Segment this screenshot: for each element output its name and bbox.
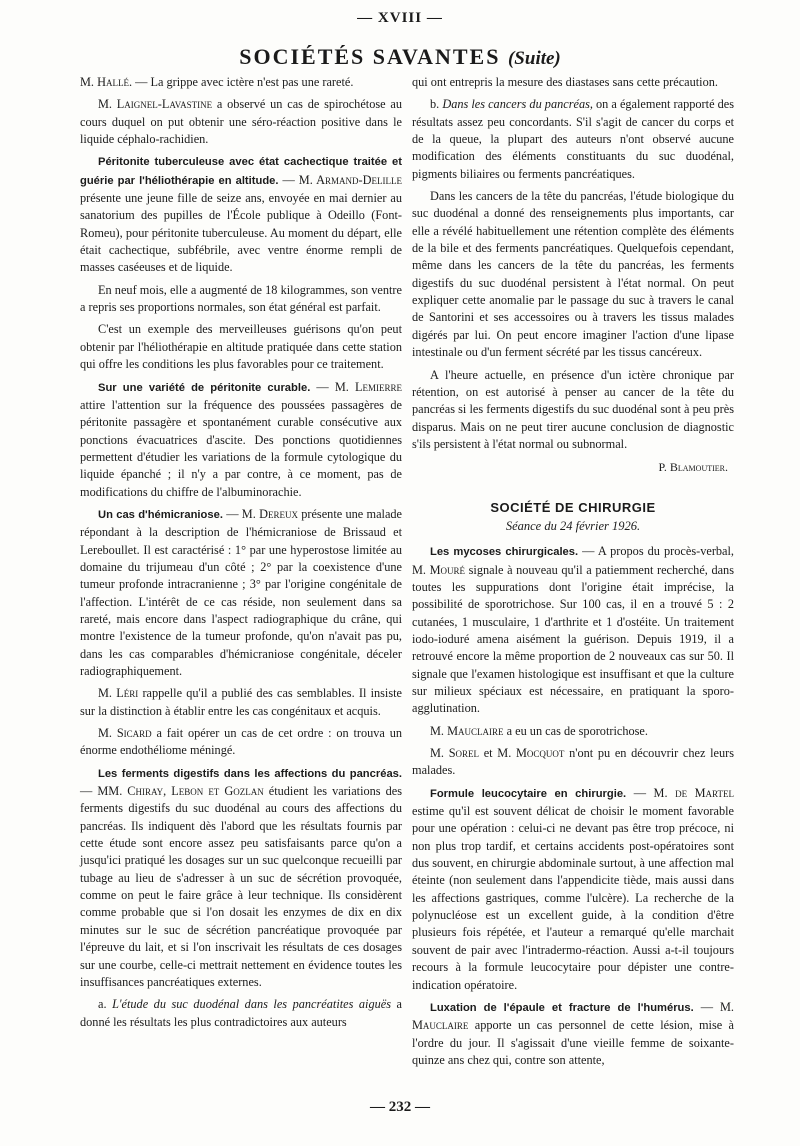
author-name: — M. de Martel	[626, 785, 734, 800]
section-number: — XVIII —	[357, 10, 443, 26]
paragraph-text: —	[693, 999, 720, 1014]
paragraph-ferments-digestifs	[80, 765, 402, 991]
paragraph-tete-pancreas: Dans les cancers de la tête du pancréas, l'étude biologique du suc duodénal a donné des renseignements plus importants, car elle a révélé habituellement une rétention complète des éléments de la bile et des ferments pancréatiques. Quelquefois cependant, même dans les cancers de la tête du pancréas, les ferments digestifs du suc duodénal persistent à l'état normal. On peut expliquer cette anomalie par le passage du suc à travers le canal de Santorini et ses accessoires ou à travers les tissus malades digérés par lui. On peut encore imaginer l'action d'une lipase intestinale ou d'un ferment sécrété par les tissus cancéreux.	[412, 189, 734, 360]
page-title-suite: (Suite)	[507, 48, 561, 69]
session-date: Séance du 24 février 1926.	[505, 518, 641, 533]
paragraph-text: signale à nouveau qu'il a patiemment recherché, dans toutes les suppurations dont l'origine était imprécise, la possibilité de sporotrichose. Sur 100 cas, il en a trouvé 5 : 2 cutanées, 1 musculaire, 1 d'arthrite et 1 d'ostéite. Un traitement iodo-ioduré amena aisément la guérison. Depuis 1919, il a retrouvé encore la même proportion de 2 nouveaux cas sur 50. Il signale que l'examen histologique est insuffisant et que la culture sur milieux spéciaux est nécessaire, en pratiquant la sporo-agglutination.	[412, 562, 734, 716]
communication-title: Luxation de l'épaule et fracture de l'humérus.	[430, 1001, 694, 1014]
author-name: — M. Lemierre	[310, 379, 402, 394]
list-label: b.	[430, 97, 443, 112]
paragraph-text: a observé un cas de spirochétose au cours duquel on put obtenir une séro-réaction positive dans le liquide céphalo-rachidien.	[80, 97, 402, 147]
paragraph-text: et	[479, 746, 498, 761]
author-name: M. Sicard	[98, 726, 152, 741]
paragraph-laignel	[80, 96, 402, 148]
paragraph-halle	[80, 74, 402, 91]
paragraph-heure-actuelle: A l'heure actuelle, en présence d'un ictère chronique par rétention, on est autorisé à penser au cancer de la tête du pancréas si les ferments digestifs du suc duodénal sont à peu près disparus. Mais on ne peut tirer aucune conclusion de diagnostic s'ils persistent à l'état normal ou subnormal.	[412, 367, 734, 451]
list-label: a.	[98, 997, 113, 1012]
paragraph-sorel-mocquot	[412, 745, 734, 780]
paragraph-peritonite-curable	[80, 379, 402, 501]
author-name: M. Mauclaire	[430, 723, 504, 738]
author-name: M. Mouré	[412, 562, 466, 577]
paragraph-pancreatites-aigues	[80, 996, 402, 1031]
paragraph-neuf-mois: En neuf mois, elle a augmenté de 18 kilogrammes, son ventre a repris ses proportions normales, son état général est parfait.	[80, 282, 402, 315]
author-name: — MM. Chiray, Lebon et Gozlan	[80, 784, 264, 799]
paragraph-text: apporte un cas personnel de cette lésion, mise à l'ordre du jour. Il s'agissait d'une vieille femme de soixante-quinze ans chez qui, contre son attente,	[412, 1018, 734, 1067]
paragraph-text: étudient les variations des ferments digestifs du suc duodénal au cours des affections du pancréas. Ils indiquent dès l'abord que les résultats fournis par cette étude sont encore assez peu satisfaisants parce qu'on a jusqu'ici pratiqué les dosages sur un suc quelconque recueilli par tubage au lieu de s'adresser à un suc de sécrétion provoquée, comme on peut le faire grâce à leur technique. Ils considèrent comme probable que si l'on dosait les enzymes de dix en dix minutes sur le suc de sécrétion pancréatique provoquée par l'épreuve du lait, et si l'on inscrivait les résultats de ces dosages sur une courbe, celle-ci mettrait nettement en évidence toutes les insuffisances pancréatiques externes.	[80, 784, 402, 989]
paragraph-text: n'ont pu en découvrir chez leurs malades.	[412, 746, 735, 778]
paragraph-exemple: C'est un exemple des merveilleuses guérisons qu'on peut obtenir par l'héliothérapie en altitude pratiquée dans cette station qui offre les conditions les plus favorables pour ce traitement.	[80, 322, 402, 372]
paragraph-text: — A propos du procès-verbal,	[578, 544, 735, 559]
page-title	[0, 44, 800, 70]
page-title-text: SOCIÉTÉS SAVANTES	[239, 44, 501, 69]
communication-title: Sur une variété de péritonite curable.	[98, 381, 311, 394]
author-name: M. Mauclaire	[412, 999, 734, 1033]
italic-text: L'étude du suc duodénal dans les pancréatites aiguës	[112, 997, 392, 1012]
paragraph-text: on a également rapporté des résultats assez peu concordants. S'il s'agit de cancer du corps et de la queue, la plupart des auteurs n'ont observé aucune modification des éléments constituants du suc duodénal, pigments biliaires ou ferments pancréatiques.	[412, 97, 734, 181]
author-name: M. Hallé.	[80, 75, 133, 89]
paragraph-leri	[80, 685, 402, 720]
author-name: — M. Armand-Delille	[278, 172, 402, 187]
paragraph-cancers-pancreas	[412, 96, 734, 183]
communication-title: Péritonite tuberculeuse avec état cachectique traitée et guérie par l'héliothérapie en altitude.	[80, 156, 402, 187]
paragraph-text: présente une jeune fille de seize ans, envoyée en mai dernier au sanatorium des pupilles de l'École publique à Odeillo (Font-Romeu), pour péritonite tuberculeuse. Au moment du départ, elle était cachectique, subfébrile, avec ventre énorme rempli de masses caséeuses et de liquide.	[80, 191, 402, 275]
paragraph-text: — La grippe avec ictère n'est pas une rareté.	[132, 75, 354, 89]
italic-text: Dans les cancers du pancréas,	[442, 97, 593, 112]
author-name: M. Mocquot	[497, 746, 565, 761]
paragraph-sicard	[80, 725, 402, 760]
communication-title: Les ferments digestifs dans les affections du pancréas.	[98, 767, 402, 780]
right-column	[412, 74, 734, 1074]
author-name: M. Laignel-Lavastine	[98, 97, 213, 112]
paragraph-mauclaire	[412, 723, 734, 740]
paragraph-peritonite-tuberculeuse	[80, 153, 402, 276]
author-name: — M. Dereux	[222, 506, 298, 521]
paragraph-text: estime qu'il est souvent délicat de choisir le moment favorable pour une opération : celui-ci ne devant pas être trop précoce, ni non plus trop tardif, et certains accidents post-opératoires sont dus souvent, en chirurgie abdominale surtout, à une affection mal éteinte (non seulement dans l'appendicite tiède, mais aussi dans les affections gastriques, comme l'ulcère). La recherche de la polynucléose est un excellent guide, à la condition d'être plusieurs fois répétée, et l'auteur a remarqué qu'elle marchait souvent de pair avec l'intradermo-réaction. Aussi a-t-il toujours recours à la formule leucocytaire pour dépister une contre-indication opératoire.	[412, 804, 734, 992]
author-name: M. Sorel	[430, 746, 480, 761]
paragraph-continuation: qui ont entrepris la mesure des diastases sans cette précaution.	[412, 75, 718, 89]
paragraph-formule-leucocytaire	[412, 785, 734, 994]
author-name: M. Léri	[98, 686, 139, 701]
paragraph-text: rappelle qu'il a publié des cas semblables. Il insiste sur la distinction à établir entre les cas congénitaux et acquis.	[80, 686, 402, 718]
paragraph-text: présente une malade répondant à la description de l'hémicraniose de Brissaud et Lereboullet. Il est caractérisé : 1° par une hyperostose limitée au domaine du trijumeau d'un côté ; 2° par la coexistence d'une tumeur profonde intracranienne ; 3° par l'origine congénitale de l'affection. L'intérêt de ce cas réside, non seulement dans sa rareté, mais encore dans l'aspect radiographique du crâne, qui montre l'existence de la tumeur profonde, qu'on n'avait pas pu, dans les cas comparables d'hémicraniose congénitale, déceler radiographiquement.	[80, 506, 403, 678]
paragraph-text: attire l'attention sur la fréquence des poussées passagères de péritonite passagère et spontanément curable consécutive aux ponctions évacuatrices d'ascite. Des ponctions quotidiennes permettent d'étudier les variations de la formule cytologique du liquide épanché ; il n'y a par contre, à ce moment, pas de modifications du chiffre de l'albuminorachie.	[80, 397, 402, 499]
paragraph-text: a fait opérer un cas de cet ordre : on trouva un énorme endothéliome méningé.	[80, 726, 402, 758]
paragraph-mycoses	[412, 543, 734, 717]
page-number: — 232 —	[370, 1099, 430, 1115]
communication-title: Formule leucocytaire en chirurgie.	[430, 787, 627, 800]
paragraph-text: a donné les résultats les plus contradictoires aux auteurs	[80, 997, 403, 1029]
paragraph-hemicraniose	[80, 506, 402, 680]
paragraph-text: a eu un cas de sporotrichose.	[503, 723, 648, 738]
section-heading: SOCIÉTÉ DE CHIRURGIE	[490, 499, 656, 515]
communication-title: Un cas d'hémicraniose.	[98, 508, 223, 521]
signature: P. Blamoutier.	[658, 460, 728, 475]
communication-title: Les mycoses chirurgicales.	[430, 546, 579, 559]
paragraph-luxation-epaule	[412, 999, 734, 1069]
left-column	[80, 74, 402, 1036]
